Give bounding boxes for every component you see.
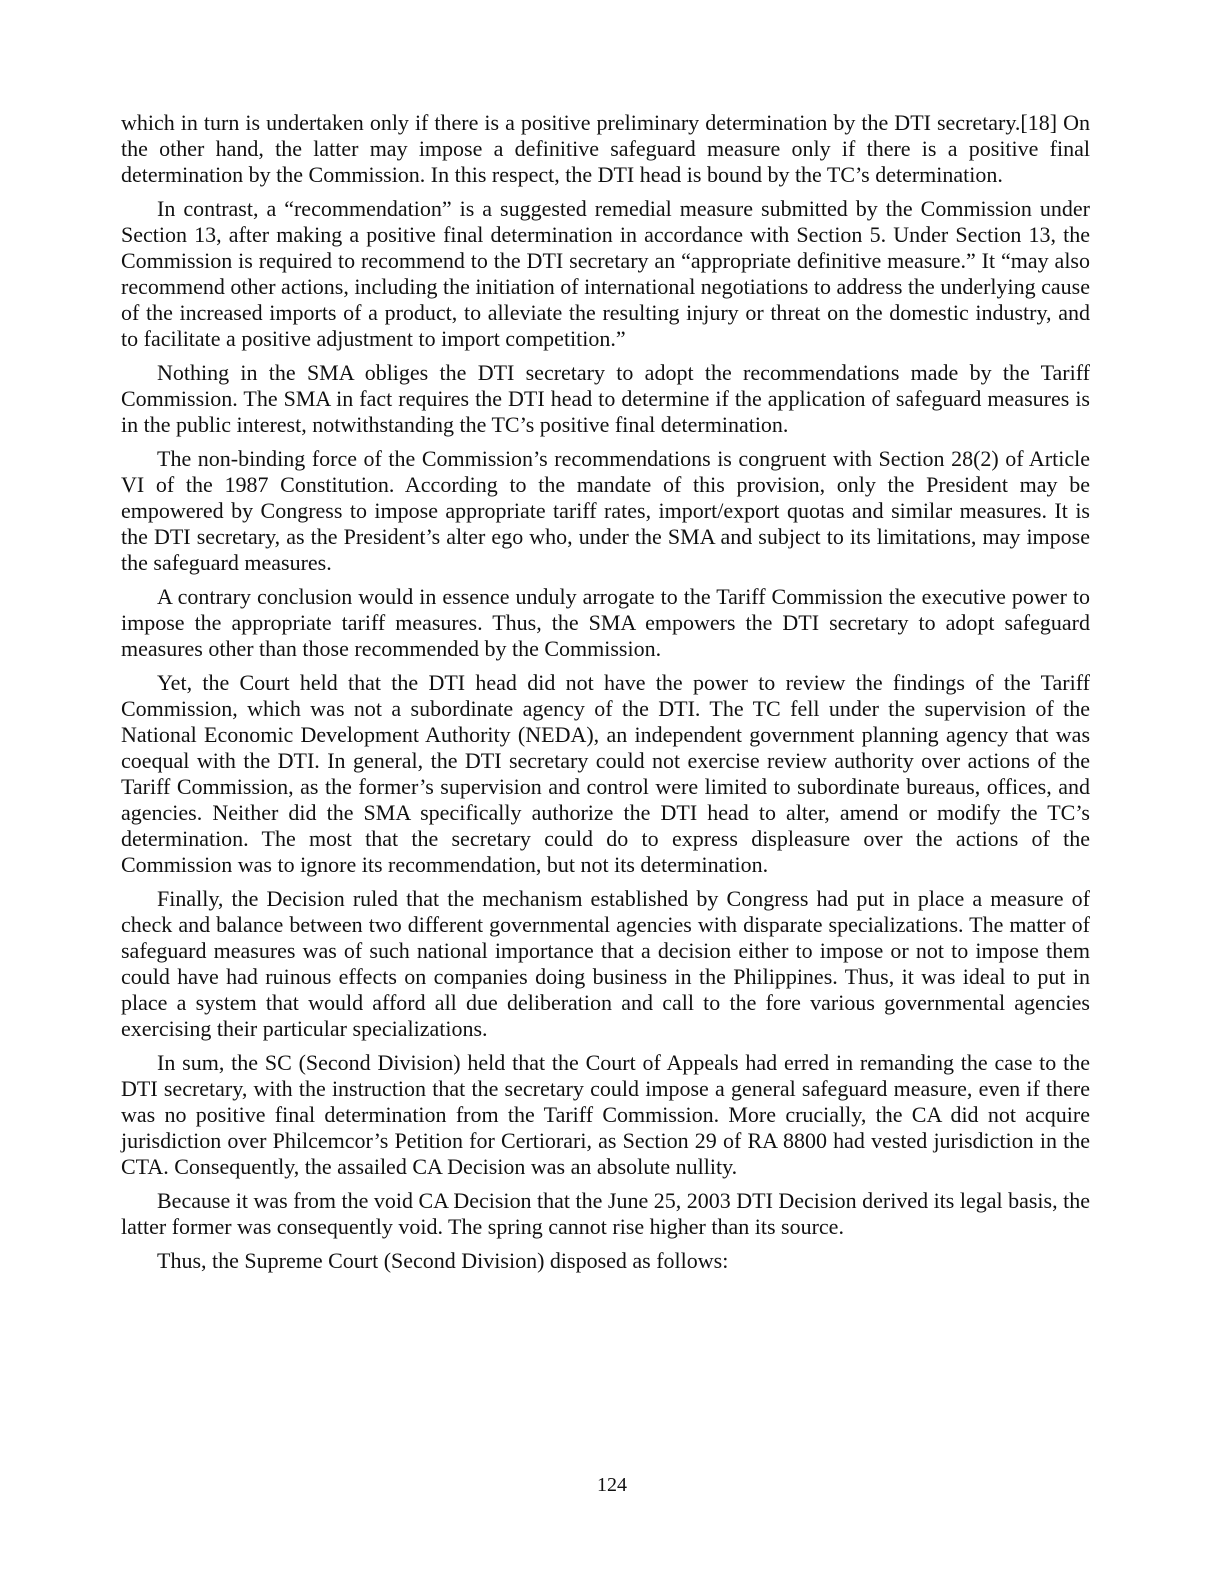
paragraph-sma-no-obligation: Nothing in the SMA obliges the DTI secretary to adopt the recommendations made by the Tariff Commission. The SMA in fact requires the DTI head to determine if the application of safeguard measures is in the public interest, notwithstanding the TC’s positive final determination.	[121, 360, 1090, 437]
page-number: 124	[597, 1474, 627, 1496]
paragraph-in-sum: In sum, the SC (Second Division) held that the Court of Appeals had erred in remanding the case to the DTI secretary, with the instruction that the secretary could impose a general safeguard measure, even if there was no positive final determination from the Tariff Commission. More crucially, the CA did not acquire jurisdiction over Philcemcor’s Petition for Certiorari, as Section 29 of RA 8800 had vested jurisdiction in the CTA. Consequently, the assailed CA Decision was an absolute nullity.	[121, 1050, 1090, 1179]
paragraph-non-binding-force: The non-binding force of the Commission’s recommendations is congruent with Section 28(2) of Article VI of the 1987 Constitution. According to the mandate of this provision, only the President may be empowered by Congress to impose appropriate tariff rates, import/export quotas and similar measures. It is the DTI secretary, as the President’s alter ego who, under the SMA and subject to its limitations, may impose the safeguard measures.	[121, 446, 1090, 575]
paragraph-disposition-intro: Thus, the Supreme Court (Second Division) disposed as follows:	[157, 1248, 729, 1273]
paragraph-void-decision: Because it was from the void CA Decision that the June 25, 2003 DTI Decision derived its legal basis, the latter former was consequently void. The spring cannot rise higher than its source.	[121, 1188, 1090, 1239]
paragraph-recommendation-definition: In contrast, a “recommendation” is a suggested remedial measure submitted by the Commission under Section 13, after making a positive final determination in accordance with Section 5. Under Section 13, the Commission is required to recommend to the DTI secretary an “appropriate definitive measure.” It “may also recommend other actions, including the initiation of international negotiations to address the underlying cause of the increased imports of a product, to alleviate the resulting injury or threat on the domestic industry, and to facilitate a positive adjustment to import competition.”	[121, 196, 1090, 351]
paragraph-continuation: which in turn is undertaken only if there is a positive preliminary determination by the DTI secretary.[18] On the other hand, the latter may impose a definitive safeguard measure only if there is a positive final determination by the Commission. In this respect, the DTI head is bound by the TC’s determination.	[121, 110, 1090, 187]
paragraph-contrary-conclusion: A contrary conclusion would in essence unduly arrogate to the Tariff Commission the executive power to impose the appropriate tariff measures. Thus, the SMA empowers the DTI secretary to adopt safeguard measures other than those recommended by the Commission.	[121, 584, 1090, 661]
paragraph-review-power: Yet, the Court held that the DTI head did not have the power to review the findings of the Tariff Commission, which was not a subordinate agency of the DTI. The TC fell under the supervision of the National Economic Development Authority (NEDA), an independent government planning agency that was coequal with the DTI. In general, the DTI secretary could not exercise review authority over actions of the Tariff Commission, as the former’s supervision and control were limited to subordinate bureaus, offices, and agencies. Neither did the SMA specifically authorize the DTI head to alter, amend or modify the TC’s determination. The most that the secretary could do to express displeasure over the actions of the Commission was to ignore its recommendation, but not its determination.	[121, 670, 1090, 877]
paragraph-check-and-balance: Finally, the Decision ruled that the mechanism established by Congress had put in place a measure of check and balance between two different governmental agencies with disparate specializations. The matter of safeguard measures was of such national importance that a decision either to impose or not to impose them could have had ruinous effects on companies doing business in the Philippines. Thus, it was ideal to put in place a system that would afford all due deliberation and call to the fore various governmental agencies exercising their particular specializations.	[121, 886, 1090, 1041]
document-body	[121, 110, 1090, 1282]
